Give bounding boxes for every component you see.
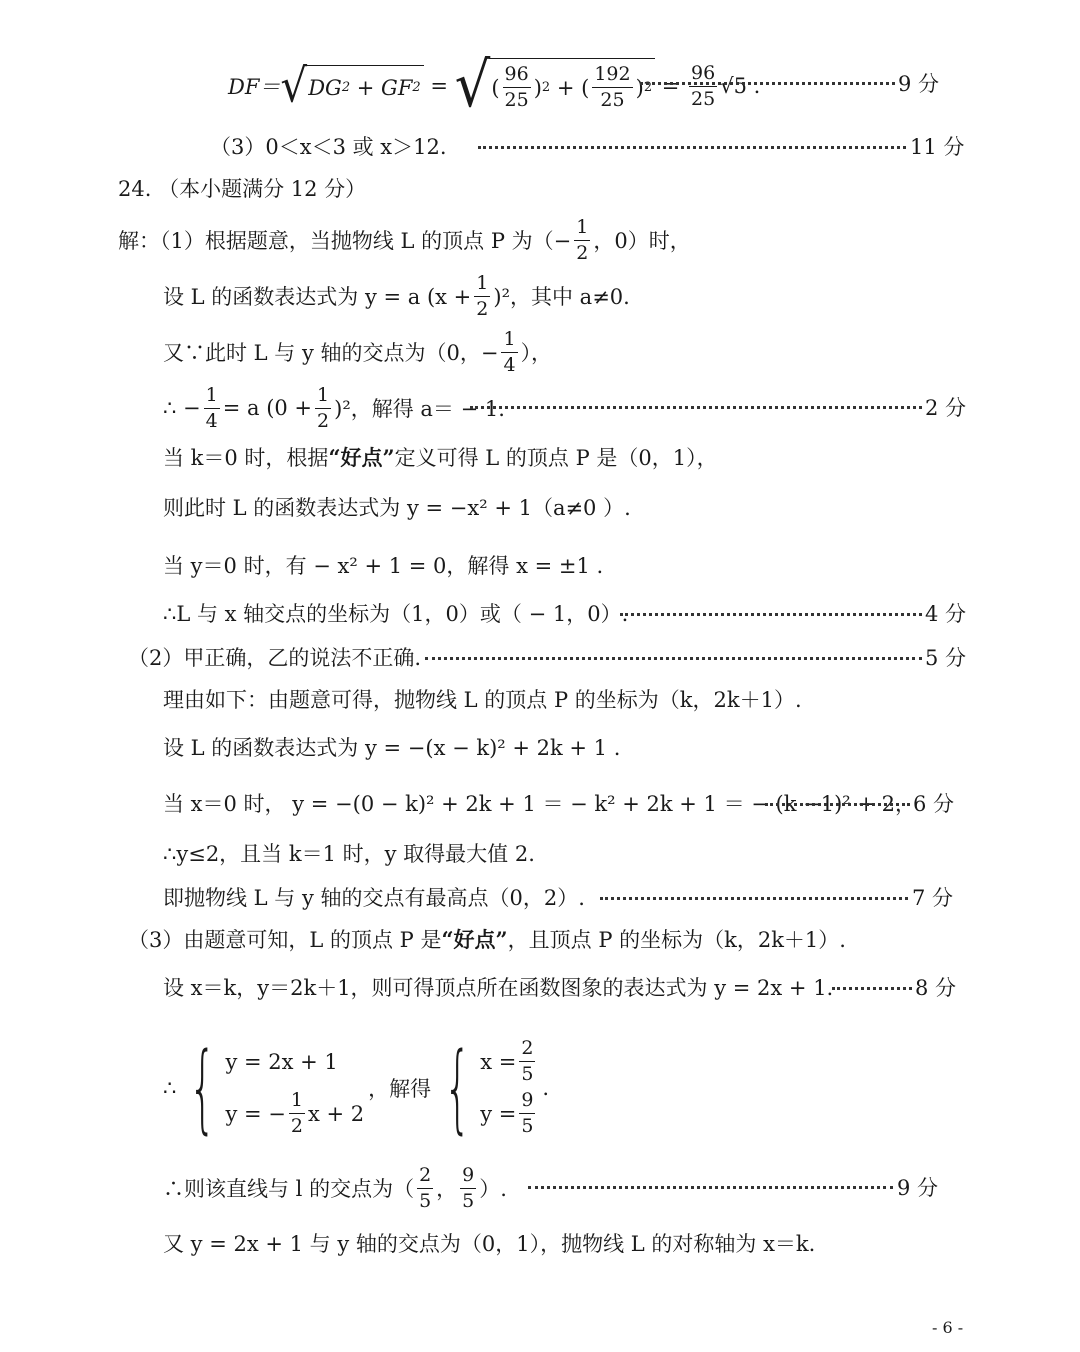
- solution-line-6: 则此时 L 的函数表达式为 y = −x² + 1（a≠0 ）.: [163, 496, 631, 520]
- leader-dots: [832, 987, 912, 990]
- solution-line-10: 理由如下：由题意可得，抛物线 L 的顶点 P 的坐标为（k，2k＋1）.: [163, 688, 802, 712]
- df-tail: 5 .: [733, 74, 761, 98]
- frac-9-5: $\frac{9}{5}$: [462, 1163, 475, 1212]
- part2-line: （2）甲正确，乙的说法不正确.: [128, 646, 422, 670]
- df-term-dg: DG: [308, 75, 342, 100]
- frac-1-4: $\frac{1}{4}$: [503, 327, 516, 376]
- solution-x: x = $\frac{2}{5}$: [480, 1037, 534, 1085]
- frac-96-25-a: $\frac{96}{25}$: [504, 63, 529, 111]
- leader-dots: [620, 613, 922, 616]
- equation-system: { y = 2x + 1 y = − $\frac{1}{2}$ x + 2: [189, 1031, 365, 1144]
- frac-2-5: $\frac{2}{5}$: [419, 1163, 432, 1212]
- leader-dots: [640, 82, 895, 85]
- solution-line-11: 设 L 的函数表达式为 y = −(x − k)² + 2k + 1 .: [163, 736, 621, 760]
- solution-line-7: 当 y＝0 时，有 − x² + 1 = 0，解得 x = ±1 .: [163, 554, 604, 578]
- df-formula-line: DF＝ √ DG 2 + GF 2 = √ ( $\frac{96}{25}$ ) 2 + ( $\frac{192}{25}$ ) 2 = $\frac{96}{25}$ √ 5 .: [228, 49, 761, 122]
- therefore-symbol: ∴: [163, 1075, 177, 1100]
- solution-system: { x = $\frac{2}{5}$ y = $\frac{9}{5}$: [435, 1039, 538, 1137]
- frac-1-4: $\frac{1}{4}$: [205, 383, 218, 432]
- solution-line-14: 即抛物线 L 与 y 轴的交点有最高点（0，2）.: [163, 886, 585, 910]
- solution-line-18: ∴则该直线与 l 的交点为（ $\frac{2}{5}$ ， $\frac{9}{5}$ ）.: [163, 1163, 507, 1212]
- system-row-1: y = 2x + 1: [225, 1049, 338, 1074]
- solution-line-19: 又 y = 2x + 1 与 y 轴的交点为（0，1），抛物线 L 的对称轴为 x＝k.: [163, 1232, 816, 1256]
- solution-line-4: ∴ − $\frac{1}{4}$ = a (0 + $\frac{1}{2}$ )²，解得 a＝ − 1.: [163, 383, 505, 432]
- solution-y: y = $\frac{9}{5}$: [480, 1089, 534, 1137]
- system-row-2: y = − $\frac{1}{2}$ x + 2: [225, 1089, 365, 1137]
- solution-line-13: ∴y≤2，且当 k＝1 时，y 取得最大值 2.: [163, 842, 535, 866]
- leader-dots: [425, 657, 922, 660]
- score-label: 11 分: [910, 135, 965, 159]
- score-label: 7 分: [912, 886, 954, 910]
- solution-line-1: 解：（1）根据题意，当抛物线 L 的顶点 P 为（− $\frac{1}{2}$ ，0）时，: [118, 215, 691, 264]
- leader-dots: [478, 146, 906, 149]
- frac-1-2: $\frac{1}{2}$: [290, 1089, 303, 1137]
- frac-96-25-b: $\frac{96}{25}$: [691, 61, 716, 110]
- leader-dots: [528, 1186, 893, 1189]
- score-label: 9 分: [897, 1176, 939, 1200]
- solution-line-12: 当 x＝0 时， y = −(0 − k)² + 2k + 1 ＝ − k² + 2k + 1 ＝ − (k −1)² + 2，: [163, 792, 917, 816]
- df-term-gf: GF: [381, 75, 413, 100]
- solve-label: ，解得: [368, 1076, 432, 1101]
- frac-9-5: $\frac{9}{5}$: [521, 1089, 534, 1137]
- sqrt-fractions: √ ( $\frac{96}{25}$ ) 2 + ( $\frac{192}{25}$ ) 2: [455, 58, 655, 114]
- df-lhs: DF＝: [228, 75, 281, 99]
- score-label: 2 分: [925, 396, 967, 420]
- sqrt-dg-gf: √ DG 2 + GF 2: [280, 65, 423, 107]
- frac-1-2: $\frac{1}{2}$: [476, 271, 489, 320]
- score-label: 9 分: [898, 72, 940, 96]
- part3-line: （3）由题意可知，L 的顶点 P 是 “好点” ，且顶点 P 的坐标为（k，2k＋1）.: [128, 927, 846, 952]
- score-label: 5 分: [925, 646, 967, 670]
- leader-dots: [765, 803, 910, 806]
- frac-1-2: $\frac{1}{2}$: [317, 383, 330, 432]
- frac-1-2: $\frac{1}{2}$: [576, 215, 589, 264]
- equation-system-line: ∴ { y = 2x + 1 y = − $\frac{1}{2}$ x + 2 ，解得 { x = $\frac{2}{5}$ y = $\frac{9}{5}$ .: [163, 1031, 550, 1144]
- solution-line-8: ∴L 与 x 轴交点的坐标为（1，0）或（ − 1，0）.: [163, 602, 629, 626]
- leader-dots: [600, 897, 908, 900]
- solution-line-5: 当 k＝0 时，根据 “好点” 定义可得 L 的顶点 P 是（0，1），: [163, 445, 718, 470]
- score-label: 4 分: [925, 602, 967, 626]
- part3-answer-line: （3）0＜x＜3 或 x＞12.: [210, 135, 447, 159]
- page-number: - 6 -: [932, 1317, 964, 1337]
- leader-dots: [470, 406, 922, 409]
- solution-line-2: 设 L 的函数表达式为 y = a (x + $\frac{1}{2}$ )²，其中 a≠0.: [163, 271, 630, 320]
- solution-line-3: 又∵此时 L 与 y 轴的交点为（0，− $\frac{1}{4}$ ），: [163, 327, 553, 376]
- frac-192-25: $\frac{192}{25}$: [594, 63, 631, 111]
- score-label: 8 分: [915, 976, 957, 1000]
- frac-2-5: $\frac{2}{5}$: [521, 1037, 534, 1085]
- solution-line-16: 设 x＝k，y＝2k＋1，则可得顶点所在函数图象的表达式为 y = 2x + 1.: [163, 976, 834, 1000]
- question-24-heading: 24. （本小题满分 12 分）: [118, 177, 367, 201]
- score-label: 6 分: [913, 792, 955, 816]
